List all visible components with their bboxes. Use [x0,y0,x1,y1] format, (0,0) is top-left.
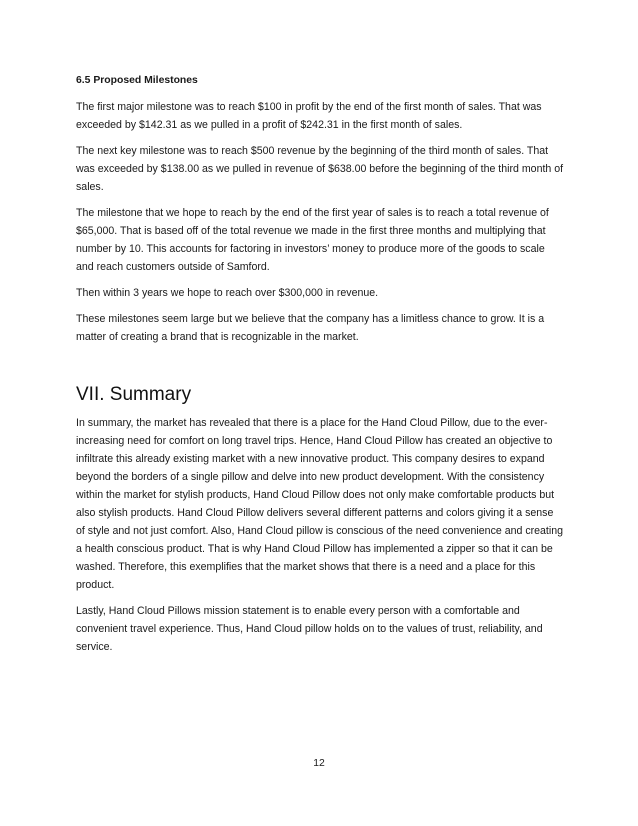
page-number: 12 [313,758,325,769]
milestones-paragraph-3: The milestone that we hope to reach by the end of the first year of sales is to reach a total revenue of $65,000. That is based off of the total revenue we made in the first three months and multiplying that number by 10. This accounts for factoring in investors’ money to produce more of the goods to scale and reach customers outside of Samford. [76,207,549,273]
summary-paragraph-1: In summary, the market has revealed that there is a place for the Hand Cloud Pillow, due to the ever-increasing need for comfort on long travel trips. Hence, Hand Cloud Pillow has created an objective to infiltrate this already existing market with a new innovative product. This company desires to expand beyond the borders of a single pillow and delve into new product development. With the consistency within the market for stylish products, Hand Cloud Pillow does not only make comfortable products but also stylish products. Hand Cloud Pillow delivers several different patterns and colors giving it a sense of style and not just comfort. Also, Hand Cloud pillow is conscious of the need convenience and creating a health conscious product. That is why Hand Cloud Pillow has implemented a zipper so that it can be washed. Therefore, this exemplifies that the market shows that there is a need and a place for this product. [76,417,564,591]
milestones-paragraph-2: The next key milestone was to reach $500 revenue by the beginning of the third month of sales. That was exceeded by $138.00 as we pulled in revenue of $638.00 before the beginning of the third month of sales. [76,145,564,193]
milestones-paragraph-5: These milestones seem large but we believe that the company has a limitless chance to grow. It is a matter of creating a brand that is recognizable in the market. [76,313,545,343]
milestones-paragraph-1: The first major milestone was to reach $100 in profit by the end of the first month of sales. That was exceeded by $142.31 as we pulled in a profit of $242.31 in the first month of sales. [76,101,542,131]
milestones-heading: 6.5 Proposed Milestones [76,75,198,86]
summary-heading: VII. Summary [76,384,192,405]
summary-paragraph-2: Lastly, Hand Cloud Pillows mission statement is to enable every person with a comfortable and convenient travel experience. Thus, Hand Cloud pillow holds on to the values of trust, reliability, and service. [76,605,543,653]
page-content [76,72,564,664]
milestones-paragraph-4: Then within 3 years we hope to reach over $300,000 in revenue. [76,287,379,299]
